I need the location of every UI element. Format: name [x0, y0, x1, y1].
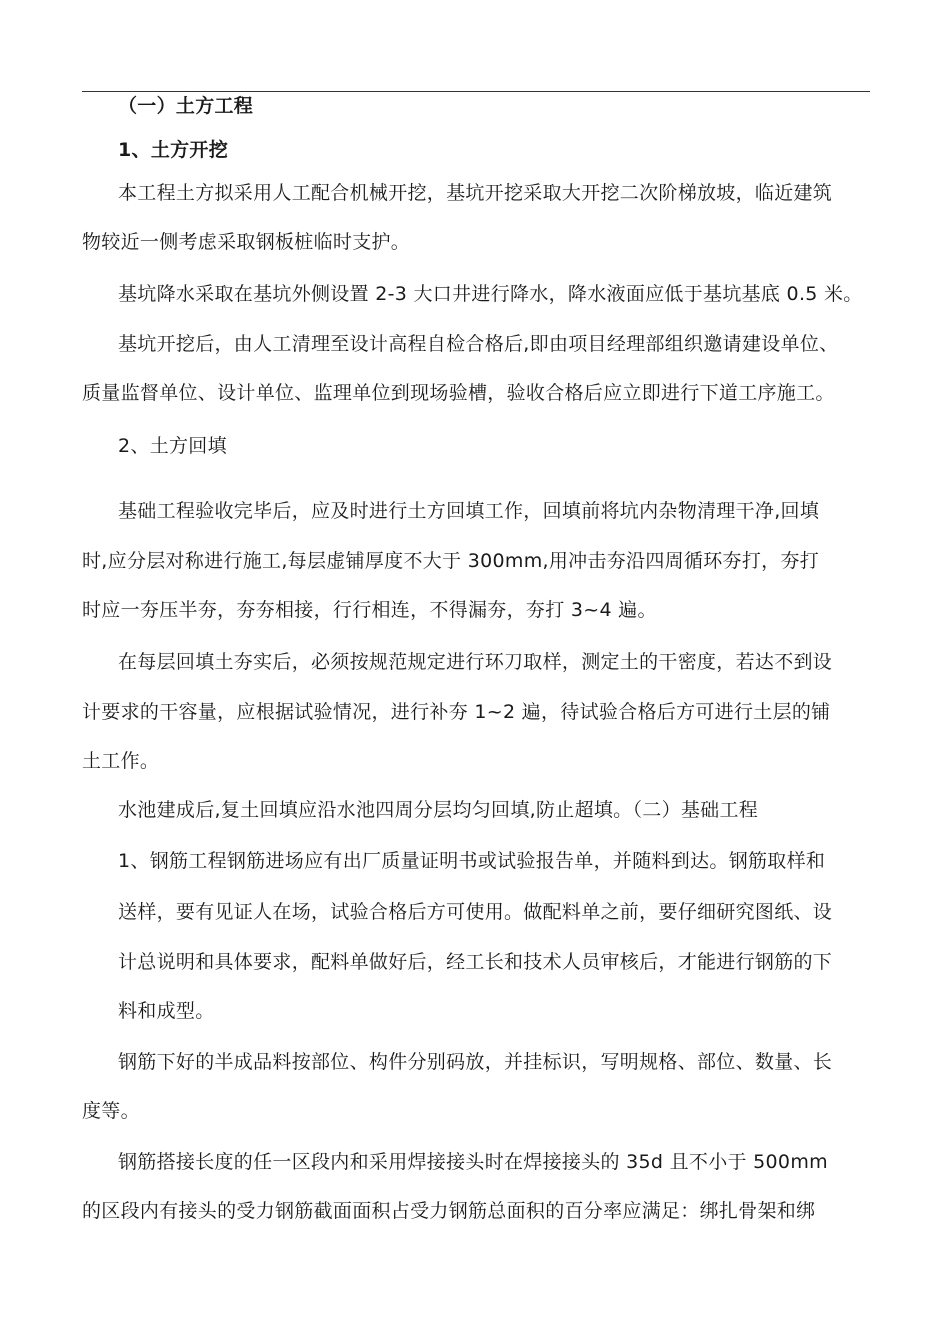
paragraph-line: 计总说明和具体要求，配料单做好后，经工长和技术人员审核后，才能进行钢筋的下	[118, 951, 833, 973]
paragraph-line: 的区段内有接头的受力钢筋截面面积占受力钢筋总面积的百分率应满足：绑扎骨架和绑	[82, 1200, 816, 1222]
paragraph-line: 基础工程验收完毕后，应及时进行土方回填工作，回填前将坑内杂物清理干净,回填	[118, 500, 820, 522]
paragraph-line: 钢筋搭接长度的任一区段内和采用焊接接头时在焊接接头的 35d 且不小于 500mm	[118, 1151, 828, 1173]
paragraph-line: 1、钢筋工程钢筋进场应有出厂质量证明书或试验报告单，并随料到达。钢筋取样和	[118, 850, 826, 872]
paragraph-line: 基坑开挖后，由人工清理至设计高程自检合格后,即由项目经理部组织邀请建设单位、	[118, 333, 839, 355]
subheading-excavation: 1、土方开挖	[118, 139, 229, 161]
paragraph-line: 水池建成后,复土回填应沿水池四周分层均匀回填,防止超填。（二）基础工程	[118, 799, 759, 821]
paragraph-line: 时,应分层对称进行施工,每层虚铺厚度不大于 300mm,用冲击夯沿四周循环夯打，夯打	[82, 550, 820, 572]
paragraph-line: 时应一夯压半夯，夯夯相接，行行相连，不得漏夯，夯打 3~4 遍。	[82, 599, 657, 621]
paragraph-line: 基坑降水采取在基坑外侧设置 2-3 大口井进行降水，降水液面应低于基坑基底 0.5 米。	[118, 283, 863, 305]
paragraph-line: 土工作。	[82, 750, 160, 772]
paragraph-line: 钢筋下好的半成品料按部位、构件分别码放，并挂标识，写明规格、部位、数量、长	[118, 1051, 833, 1073]
header-rule	[82, 91, 870, 92]
paragraph-line: 在每层回填土夯实后，必须按规范规定进行环刀取样，测定土的干密度，若达不到设	[118, 651, 833, 673]
paragraph-line: 计要求的干容量，应根据试验情况，进行补夯 1~2 遍，待试验合格后方可进行土层的铺	[82, 701, 831, 723]
paragraph-line: 送样，要有见证人在场，试验合格后方可使用。做配料单之前，要仔细研究图纸、设	[118, 901, 833, 923]
section-heading-earthwork: （一）土方工程	[118, 95, 254, 117]
paragraph-line: 料和成型。	[118, 1000, 215, 1022]
paragraph-line: 质量监督单位、设计单位、监理单位到现场验槽，验收合格后应立即进行下道工序施工。	[82, 382, 835, 404]
paragraph-line: 物较近一侧考虑采取钢板桩临时支护。	[82, 231, 411, 253]
subheading-backfill: 2、土方回填	[118, 435, 227, 457]
paragraph-line: 本工程土方拟采用人工配合机械开挖，基坑开挖采取大开挖二次阶梯放坡，临近建筑	[118, 182, 833, 204]
paragraph-line: 度等。	[82, 1100, 140, 1122]
